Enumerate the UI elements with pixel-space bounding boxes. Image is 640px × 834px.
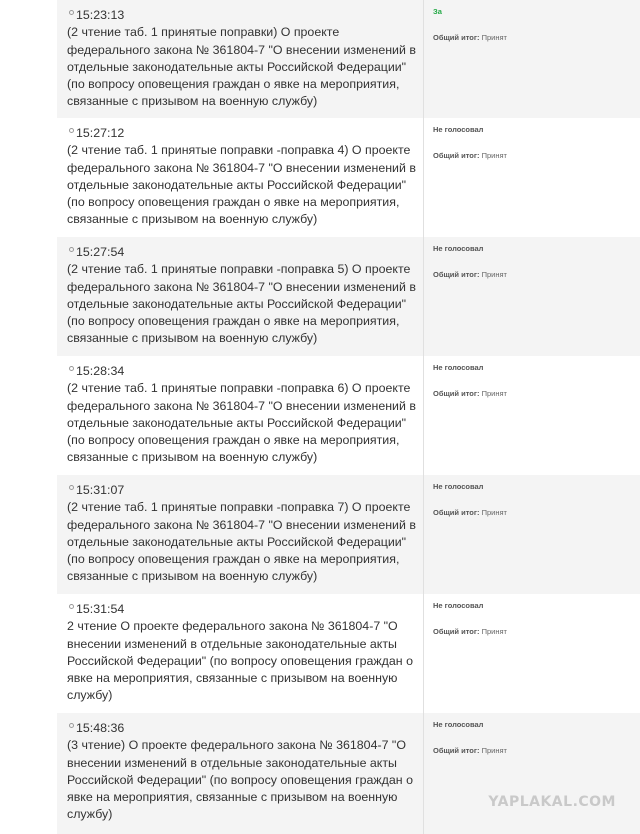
vote-result (424, 713, 640, 834)
vote-list (57, 0, 640, 834)
deputy-vote: Не голосовал (433, 363, 484, 372)
total-result-value: Принят (481, 508, 507, 517)
vote-info (57, 713, 424, 834)
clock-icon (69, 366, 74, 371)
vote-description: 2 чтение О проекте федерального закона № 361804-7 "О внесении изменений в отдельные законодательные акты Российской Федерации" (по вопросу оповещения граждан о явке на мероприятия, связанные с призывом на военную службу) (67, 619, 413, 703)
vote-row (57, 713, 640, 834)
vote-description: (2 чтение таб. 1 принятые поправки) О проекте федерального закона № 361804-7 "О внесении изменений в отдельные законодательные акты Российской Федерации" (по вопросу оповещения граждан о явке на мероприятия, связанные с призывом на военную службу) (67, 25, 416, 109)
total-result (433, 508, 640, 518)
total-result-value: Принят (481, 746, 507, 755)
vote-time: 15:28:34 (76, 364, 125, 378)
clock-icon (69, 10, 74, 15)
total-result-label: Общий итог: (433, 33, 480, 42)
total-result (433, 389, 640, 399)
clock-icon (69, 128, 74, 133)
total-result-value: Принят (481, 389, 507, 398)
total-result (433, 270, 640, 280)
vote-time: 15:27:12 (76, 126, 125, 140)
vote-result (424, 356, 640, 475)
total-result (433, 151, 640, 161)
clock-icon (69, 723, 74, 728)
total-result-label: Общий итог: (433, 151, 480, 160)
deputy-vote: Не голосовал (433, 720, 484, 729)
vote-info (57, 118, 424, 237)
vote-info (57, 0, 424, 118)
vote-description: (2 чтение таб. 1 принятые поправки -поправка 5) О проекте федерального закона № 361804-7 "О внесении изменений в отдельные законодательные акты Российской Федерации" (по вопросу оповещения граждан о явке на мероприятия, связанные с призывом на военную службу) (67, 262, 416, 346)
vote-info (57, 594, 424, 713)
vote-description: (2 чтение таб. 1 принятые поправки -поправка 6) О проекте федерального закона № 361804-7 "О внесении изменений в отдельные законодательные акты Российской Федерации" (по вопросу оповещения граждан о явке на мероприятия, связанные с призывом на военную службу) (67, 381, 416, 465)
total-result-value: Принят (481, 151, 507, 160)
total-result-value: Принят (481, 627, 507, 636)
vote-row (57, 594, 640, 713)
deputy-vote: Не голосовал (433, 601, 484, 610)
vote-description: (2 чтение таб. 1 принятые поправки -поправка 7) О проекте федерального закона № 361804-7 "О внесении изменений в отдельные законодательные акты Российской Федерации" (по вопросу оповещения граждан о явке на мероприятия, связанные с призывом на военную службу) (67, 500, 416, 584)
total-result (433, 33, 640, 43)
vote-result (424, 118, 640, 237)
vote-result (424, 594, 640, 713)
vote-row (57, 475, 640, 594)
vote-row (57, 118, 640, 237)
vote-result (424, 0, 640, 118)
deputy-vote: За (433, 7, 442, 16)
vote-result (424, 237, 640, 356)
total-result-value: Принят (481, 270, 507, 279)
total-result-value: Принят (481, 33, 507, 42)
vote-result (424, 475, 640, 594)
site-watermark: YAPLAKAL.COM (488, 794, 616, 810)
vote-time: 15:31:54 (76, 602, 125, 616)
vote-time: 15:23:13 (76, 8, 125, 22)
vote-time: 15:48:36 (76, 721, 125, 735)
total-result-label: Общий итог: (433, 389, 480, 398)
vote-row (57, 0, 640, 118)
total-result-label: Общий итог: (433, 746, 480, 755)
vote-time: 15:31:07 (76, 483, 125, 497)
vote-time: 15:27:54 (76, 245, 125, 259)
vote-info (57, 237, 424, 356)
deputy-vote: Не голосовал (433, 482, 484, 491)
vote-info (57, 356, 424, 475)
total-result (433, 746, 640, 756)
vote-row (57, 237, 640, 356)
clock-icon (69, 604, 74, 609)
vote-description: (2 чтение таб. 1 принятые поправки -поправка 4) О проекте федерального закона № 361804-7 "О внесении изменений в отдельные законодательные акты Российской Федерации" (по вопросу оповещения граждан о явке на мероприятия, связанные с призывом на военную службу) (67, 143, 416, 227)
total-result-label: Общий итог: (433, 508, 480, 517)
vote-info (57, 475, 424, 594)
total-result-label: Общий итог: (433, 627, 480, 636)
clock-icon (69, 247, 74, 252)
clock-icon (69, 485, 74, 490)
vote-row (57, 356, 640, 475)
deputy-vote: Не голосовал (433, 244, 484, 253)
total-result-label: Общий итог: (433, 270, 480, 279)
deputy-vote: Не голосовал (433, 125, 484, 134)
total-result (433, 627, 640, 637)
vote-description: (3 чтение) О проекте федерального закона № 361804-7 "О внесении изменений в отдельные законодательные акты Российской Федерации" (по вопросу оповещения граждан о явке на мероприятия, связанные с призывом на военную службу) (67, 738, 413, 822)
